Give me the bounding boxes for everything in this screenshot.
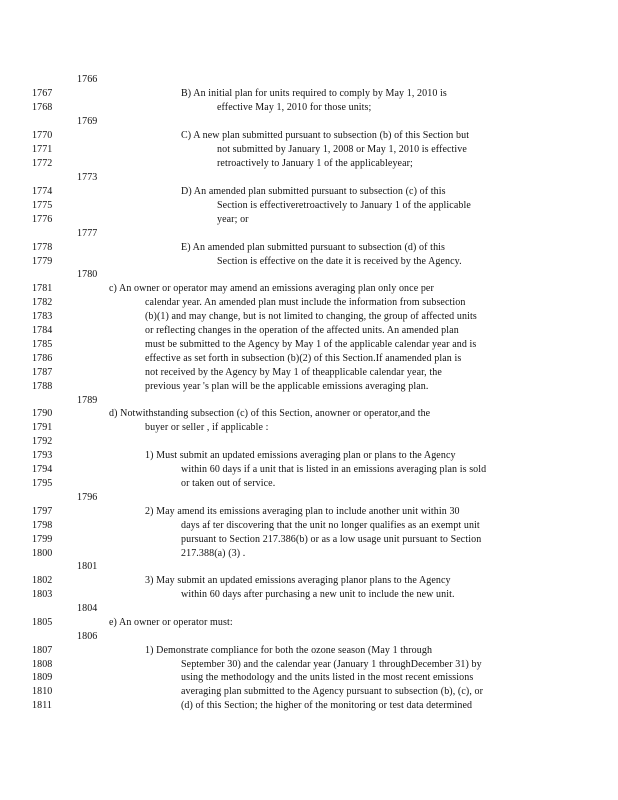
line-text: year; or: [217, 214, 249, 225]
line-number: 1787: [32, 367, 53, 378]
line-number: 1771: [32, 144, 53, 155]
line-number: 1806: [77, 631, 98, 642]
line-text: retroactively to January 1 of the applicableyear;: [217, 158, 413, 169]
line-number: 1797: [32, 506, 53, 517]
line-number: 1800: [32, 548, 53, 559]
line-number: 1783: [32, 311, 53, 322]
line-text: effective May 1, 2010 for those units;: [217, 102, 372, 113]
line-text: effective as set forth in subsection (b)(2) of this Section.If anamended plan is: [145, 353, 462, 364]
line-text: D) An amended plan submitted pursuant to subsection (c) of this: [181, 186, 446, 197]
line-text: 1) Must submit an updated emissions averaging plan or plans to the Agency: [145, 450, 456, 461]
line-number: 1799: [32, 534, 53, 545]
line-text: must be submitted to the Agency by May 1 of the applicable calendar year and is: [145, 339, 477, 350]
line-text: (b)(1) and may change, but is not limited to changing, the group of affected units: [145, 311, 477, 322]
line-number: 1795: [32, 478, 53, 489]
line-text: 217.388(a) (3) .: [181, 548, 246, 559]
line-number: 1790: [32, 408, 53, 419]
line-number: 1804: [77, 603, 98, 614]
line-number: 1772: [32, 158, 53, 169]
line-text: Section is effectiveretroactively to January 1 of the applicable: [217, 200, 471, 211]
line-number: 1809: [32, 672, 53, 683]
line-number: 1794: [32, 464, 53, 475]
line-text: c) An owner or operator may amend an emissions averaging plan only once per: [109, 283, 434, 294]
line-number: 1811: [32, 700, 53, 711]
line-text: or reflecting changes in the operation of the affected units. An amended plan: [145, 325, 459, 336]
line-number: 1770: [32, 130, 53, 141]
line-number: 1786: [32, 353, 53, 364]
line-number: 1785: [32, 339, 53, 350]
line-text: not received by the Agency by May 1 of theapplicable calendar year, the: [145, 367, 442, 378]
line-text: pursuant to Section 217.386(b) or as a low usage unit pursuant to Section: [181, 534, 482, 545]
line-number: 1789: [77, 395, 98, 406]
line-text: or taken out of service.: [181, 478, 276, 489]
line-text: within 60 days after purchasing a new unit to include the new unit.: [181, 589, 455, 600]
line-number: 1791: [32, 422, 53, 433]
line-number: 1788: [32, 381, 53, 392]
line-number: 1801: [77, 561, 98, 572]
line-number: 1769: [77, 116, 98, 127]
line-number: 1766: [77, 74, 98, 85]
line-text: B) An initial plan for units required to comply by May 1, 2010 is: [181, 88, 447, 99]
line-number: 1808: [32, 659, 53, 670]
line-text: d) Notwithstanding subsection (c) of this Section, anowner or operator,and the: [109, 408, 431, 419]
line-text: E) An amended plan submitted pursuant to subsection (d) of this: [181, 242, 446, 253]
line-number: 1781: [32, 283, 53, 294]
line-text: (d) of this Section; the higher of the monitoring or test data determined: [181, 700, 473, 711]
line-number: 1792: [32, 436, 53, 447]
line-number: 1803: [32, 589, 53, 600]
line-text: 2) May amend its emissions averaging plan to include another unit within 30: [145, 506, 460, 517]
line-number: 1777: [77, 228, 98, 239]
line-text: previous year 's plan will be the applicable emissions averaging plan.: [145, 381, 429, 392]
line-number: 1793: [32, 450, 53, 461]
line-number: 1773: [77, 172, 98, 183]
line-number: 1810: [32, 686, 53, 697]
line-number: 1775: [32, 200, 53, 211]
line-number: 1782: [32, 297, 53, 308]
line-text: 3) May submit an updated emissions averaging planor plans to the Agency: [145, 575, 451, 586]
line-number: 1805: [32, 617, 53, 628]
line-text: buyer or seller , if applicable :: [145, 422, 269, 433]
line-text: C) A new plan submitted pursuant to subsection (b) of this Section but: [181, 130, 470, 141]
line-text: 1) Demonstrate compliance for both the ozone season (May 1 through: [145, 645, 433, 656]
line-text: days af ter discovering that the unit no longer qualifies as an exempt unit: [181, 520, 480, 531]
line-text: September 30) and the calendar year (January 1 throughDecember 31) by: [181, 659, 482, 670]
line-number: 1776: [32, 214, 53, 225]
line-text: calendar year. An amended plan must include the information from subsection: [145, 297, 466, 308]
line-number: 1802: [32, 575, 53, 586]
line-number: 1807: [32, 645, 53, 656]
line-text: Section is effective on the date it is received by the Agency.: [217, 256, 462, 267]
line-number: 1784: [32, 325, 53, 336]
line-number: 1796: [77, 492, 98, 503]
line-number: 1780: [77, 269, 98, 280]
line-text: averaging plan submitted to the Agency pursuant to subsection (b), (c), or: [181, 686, 484, 697]
line-text: using the methodology and the units listed in the most recent emissions: [181, 672, 474, 683]
line-number: 1768: [32, 102, 53, 113]
line-number: 1798: [32, 520, 53, 531]
line-text: not submitted by January 1, 2008 or May 1, 2010 is effective: [217, 144, 467, 155]
line-number: 1779: [32, 256, 53, 267]
line-text: e) An owner or operator must:: [109, 617, 233, 628]
line-number: 1778: [32, 242, 53, 253]
line-number: 1774: [32, 186, 53, 197]
line-number: 1767: [32, 88, 53, 99]
line-text: within 60 days if a unit that is listed in an emissions averaging plan is sold: [181, 464, 487, 475]
